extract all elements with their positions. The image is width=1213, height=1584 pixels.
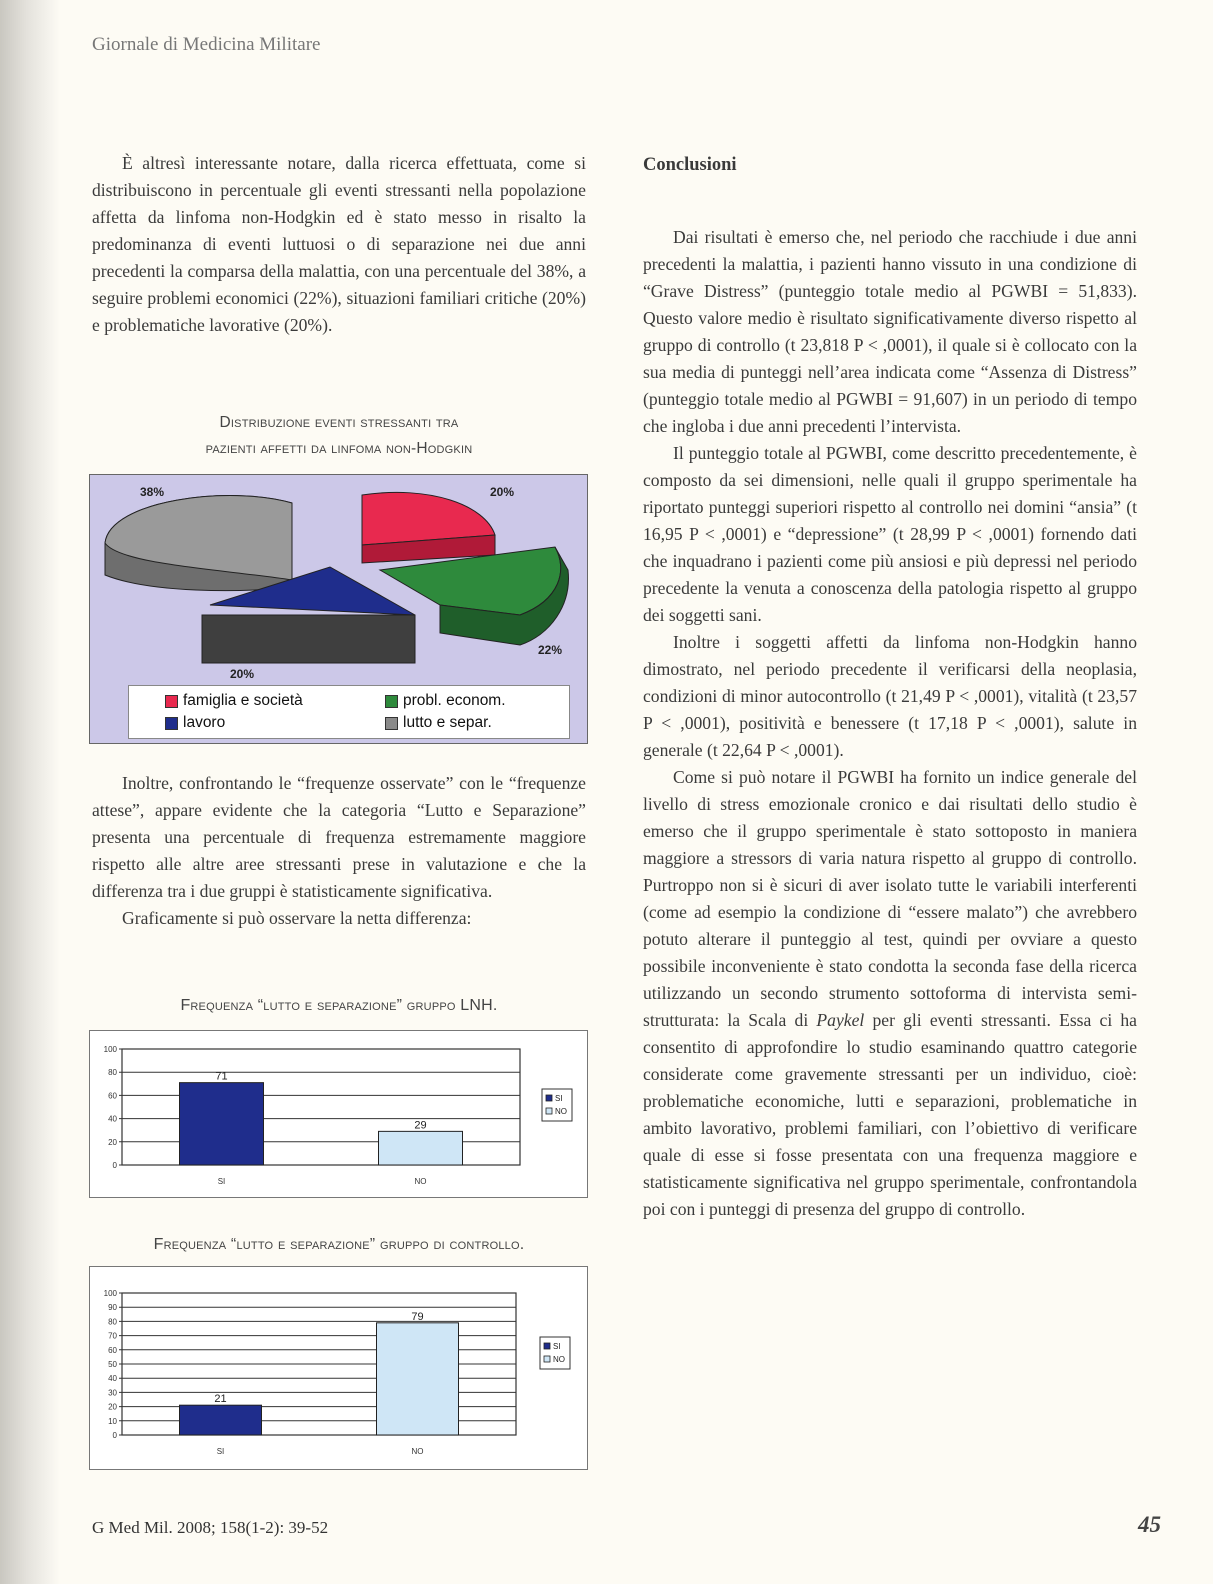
bar-no bbox=[377, 1323, 459, 1435]
x-tick-label: NO bbox=[414, 1177, 427, 1186]
legend-item-econom: probl. econom. bbox=[385, 692, 506, 710]
y-tick-label: 100 bbox=[103, 1045, 117, 1054]
paragraph: Come si può notare il PGWBI ha fornito un indice generale del livello di stress emozionale cronico e dai risultati dello studio è emerso che il gruppo sperimentale è stato sottoposto in maniera maggiore a stressors di varia natura rispetto al gruppo di controllo. Purtroppo non si è sicuri di aver isolato tutte le variabili interferenti (come ad esempio la condizione di “essere malato”) che avrebbero potuto alterare il punteggio al test, quindi per ovviare a questo possibile inconveniente è stato condotta la seconda fase della ricerca utilizzando un secondo strumento sottoforma di intervista semi-strutturata: la Scala di Paykel per gli eventi stressanti. Essa ci ha consentito di approfondire lo studio esaminando quattro categorie considerate come gravemente stressanti per un individuo, cioè: problematiche economiche, lutti e separazioni, problematiche in ambito lavorativo, problemi familiari, con l’obiettivo di verificare quale di esse si fosse presentata con una frequenza maggiore e statisticamente significativa nel gruppo sperimentale, confrontandola poi con i punteggi di presenza del gruppo di controllo. bbox=[643, 767, 1137, 1219]
paragraph: Dai risultati è emerso che, nel periodo che racchiude i due anni precedenti la malattia, i pazienti hanno vissuto in una condizione di “Grave Distress” (punteggio totale medio al PGWBI = 51,833). Questo valore medio è risultato significativamente diverso rispetto al gruppo di controllo (t 23,818 P < ,0001), il quale si è collocato con la sua media di punteggi nell’area indicata come “Assenza di Distress” (punteggio totale medio al PGWBI = 91,607) in un periodo di tempo che ingloba i due anni precedenti l’intervista. bbox=[643, 227, 1137, 436]
legend-item-lutto: lutto e separ. bbox=[385, 714, 492, 732]
legend-item-famiglia: famiglia e società bbox=[165, 692, 303, 710]
data-label: 71 bbox=[215, 1070, 228, 1083]
legend-item-lavoro: lavoro bbox=[165, 714, 225, 732]
bar2-caption: Frequenza “lutto e separazione” gruppo di controllo. bbox=[153, 1236, 525, 1253]
legend-swatch bbox=[165, 695, 178, 708]
running-head: Giornale di Medicina Militare bbox=[92, 34, 321, 55]
pie-label-lutto: 38% bbox=[140, 485, 165, 499]
y-tick-label: 0 bbox=[112, 1161, 117, 1170]
left-column bbox=[92, 150, 586, 339]
page-binding-shadow bbox=[0, 0, 60, 1584]
y-tick-label: 90 bbox=[108, 1303, 117, 1313]
right-column bbox=[643, 150, 1137, 1223]
y-tick-label: 50 bbox=[108, 1360, 117, 1369]
legend-swatch bbox=[544, 1343, 550, 1349]
legend-label: SI bbox=[555, 1094, 563, 1103]
legend-label: NO bbox=[555, 1107, 567, 1116]
legend-swatch bbox=[544, 1356, 550, 1362]
left-column-lower bbox=[92, 770, 586, 932]
legend-swatch bbox=[546, 1108, 552, 1114]
bar-chart-control-svg bbox=[90, 1267, 587, 1469]
x-tick-label: SI bbox=[216, 1447, 225, 1456]
y-tick-label: 20 bbox=[108, 1137, 117, 1147]
pie-label-lavoro: 20% bbox=[230, 667, 255, 681]
data-label: 29 bbox=[414, 1119, 427, 1132]
paragraph: È altresì interessante notare, dalla ricerca effettuata, come si distribuiscono in percentuale gli eventi stressanti nella popolazione affetta da linfoma non-Hodgkin ed è stato messo in risalto la predominanza di eventi luttuosi o di separazione nei due anni precedenti la comparsa della malattia, con una percentuale del 38%, a seguire problemi economici (22%), situazioni familiari critiche (20%) e problematiche lavorative (20%). bbox=[92, 153, 586, 335]
bar-si bbox=[180, 1405, 262, 1435]
bar-chart-lnh-svg bbox=[90, 1031, 587, 1197]
data-label: 21 bbox=[214, 1393, 227, 1406]
legend-swatch bbox=[165, 717, 178, 730]
pie-caption bbox=[92, 410, 586, 462]
y-tick-label: 20 bbox=[108, 1402, 117, 1412]
footer-citation: G Med Mil. 2008; 158(1-2): 39-52 bbox=[92, 1518, 329, 1537]
legend-label: SI bbox=[553, 1342, 561, 1351]
legend-swatch bbox=[385, 695, 398, 708]
page-number: 45 bbox=[1138, 1512, 1161, 1537]
pie-legend bbox=[128, 685, 570, 739]
x-tick-label: SI bbox=[217, 1177, 226, 1186]
bar1-caption-wrap bbox=[92, 993, 586, 1019]
y-tick-label: 10 bbox=[108, 1416, 117, 1426]
y-tick-label: 40 bbox=[108, 1114, 117, 1124]
bar-chart-lnh bbox=[89, 1030, 588, 1198]
paragraph: Inoltre i soggetti affetti da linfoma non-Hodgkin hanno dimostrato, nel periodo precedente il verificarsi della neoplasia, condizioni di minor autocontrollo (t 21,49 P < ,0001), vitalità (t 23,57 P < ,0001), positività e benessere (t 17,18 P < ,0001), salute in generale (t 22,64 P < ,0001). bbox=[643, 632, 1137, 760]
legend-swatch bbox=[385, 717, 398, 730]
bar2-caption-wrap bbox=[92, 1232, 586, 1258]
paragraph: Inoltre, confrontando le “frequenze osservate” con le “frequenze attese”, appare evidente che la categoria “Lutto e Separazione” presenta una percentuale di frequenza estremamente maggiore rispetto alle altre aree stressanti prese in valutazione e che la differenza tra i due gruppi è statisticamente significativa. bbox=[92, 773, 586, 901]
bar-chart-control bbox=[89, 1266, 588, 1470]
pie-label-econom: 22% bbox=[538, 643, 563, 657]
y-tick-label: 80 bbox=[108, 1317, 117, 1327]
pie-caption-line1: Distribuzione eventi stressanti tra bbox=[219, 414, 459, 431]
paragraph: Il punteggio totale al PGWBI, come descritto precedentemente, è composto da sei dimensioni, nelle quali il gruppo sperimentale ha riportato punteggi superiori rispetto al controllo nei domini “ansia” (t 16,95 P < ,0001) e “depressione” (t 28,99 P < ,0001) fornendo dati che inquadrano i pazienti come più ansiosi e più depressi nel periodo precedente la venuta a conoscenza della patologia rispetto al gruppo dei soggetti sani. bbox=[643, 443, 1137, 625]
pie-label-famiglia: 20% bbox=[490, 485, 515, 499]
pie-chart bbox=[89, 474, 588, 744]
legend-label: NO bbox=[553, 1355, 565, 1364]
bar-si bbox=[180, 1083, 264, 1165]
paragraph: Graficamente si può osservare la netta differenza: bbox=[122, 908, 472, 928]
y-tick-label: 40 bbox=[108, 1374, 117, 1384]
bar1-caption: Frequenza “lutto e separazione” gruppo LNH. bbox=[180, 997, 498, 1014]
data-label: 79 bbox=[411, 1310, 424, 1323]
y-tick-label: 100 bbox=[103, 1289, 117, 1298]
y-tick-label: 70 bbox=[108, 1331, 117, 1341]
pie-caption-line2: pazienti affetti da linfoma non-Hodgkin bbox=[205, 440, 473, 457]
bar-no bbox=[379, 1131, 463, 1165]
x-tick-label: NO bbox=[411, 1447, 424, 1456]
section-heading: Conclusioni bbox=[643, 155, 737, 175]
y-tick-label: 30 bbox=[108, 1388, 117, 1398]
legend-swatch bbox=[546, 1095, 552, 1101]
y-tick-label: 80 bbox=[108, 1068, 117, 1078]
pie-slice-lavoro-side bbox=[202, 615, 415, 663]
y-tick-label: 60 bbox=[108, 1345, 117, 1355]
y-tick-label: 60 bbox=[108, 1091, 117, 1101]
y-tick-label: 0 bbox=[112, 1431, 117, 1440]
